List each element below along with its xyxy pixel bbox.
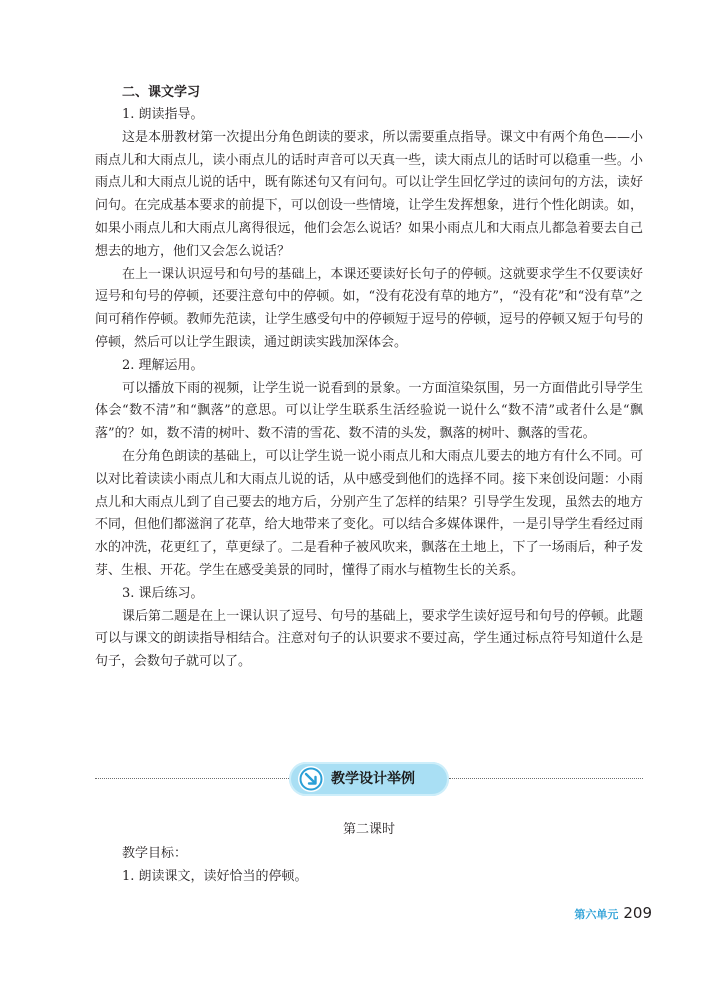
arrow-down-right-icon: [298, 766, 324, 792]
unit-label: 第六单元: [574, 908, 619, 921]
goal-item: 1. 朗读课文，读好恰当的停顿。: [122, 868, 308, 884]
goals-label: 教学目标：: [122, 846, 188, 861]
item-title-understanding: 2. 理解运用。: [122, 357, 204, 373]
page-number: 209: [623, 904, 652, 922]
item-title-exercise: 3. 课后练习。: [122, 585, 204, 601]
section-banner: [95, 759, 643, 799]
paragraph: 在分角色朗读的基础上，可以让学生说一说小雨点儿和大雨点儿要去的地方有什么不同。可以对比着读读小雨点儿和大雨点儿说的话，从中感受到他们的选择不同。接下来创设问题：小雨点儿和大雨点儿到了自己要去的地方后，分别产生了怎样的结果？引导学生发现，虽然去的地方不同，但他们都滋润了花草，给大地带来了变化。可以结合多媒体课件，一是引导学生看经过雨水的冲洗，花更红了，草更绿了。二是看种子被风吹来，飘落在土地上，下了一场雨后，种子发芽、生根、开花。学生在感受美景的同时，懂得了雨水与植物生长的关系。: [95, 448, 643, 578]
section-heading: 二、课文学习: [122, 85, 201, 100]
dotted-divider: [95, 778, 289, 779]
lesson-goals: [95, 843, 643, 889]
paragraph: 在上一课认识逗号和句号的基础上，本课还要读好长句子的停顿。这就要求学生不仅要读好逗号和句号的停顿，还要注意句中的停顿。如，“没有花没有草的地方”，“没有花”和“没有草”之间可稍作停顿。教师先范读，让学生感受句中的停顿短于逗号的停顿，逗号的停顿又短于句号的停顿，然后可以让学生跟读，通过朗读实践加深体会。: [95, 266, 643, 350]
banner-label: 教学设计举例: [331, 771, 415, 787]
item-title-reading: 1. 朗读指导。: [122, 107, 204, 122]
main-text: [95, 82, 643, 674]
page-footer: [574, 904, 652, 926]
lesson-title: 第二课时: [342, 822, 395, 837]
banner-pill: [289, 762, 449, 796]
paragraph: 可以播放下雨的视频，让学生说一说看到的景象。一方面渲染氛围，另一方面借此引导学生体会“数不清”和“飘落”的意思。可以让学生联系生活经验说一说什么“数不清”或者什么是“飘落”的？如，数不清的树叶、数不清的雪花、数不清的头发，飘落的树叶、飘落的雪花。: [95, 380, 643, 442]
paragraph: 这是本册教材第一次提出分角色朗读的要求，所以需要重点指导。课文中有两个角色——小雨点儿和大雨点儿，读小雨点儿的话时声音可以天真一些，读大雨点儿的话时可以稳重一些。小雨点儿和大雨点儿说的话中，既有陈述句又有问句。可以让学生回忆学过的读问句的方法，读好问句。在完成基本要求的前提下，可以创设一些情境，让学生发挥想象，进行个性化朗读。如，如果小雨点儿和大雨点儿离得很远，他们会怎么说话？如果小雨点儿和大雨点儿都急着要去自己想去的地方，他们又会怎么说话？: [95, 129, 643, 259]
paragraph: 课后第二题是在上一课认识了逗号、句号的基础上，要求学生读好逗号和句号的停顿。此题可以与课文的朗读指导相结合。注意对句子的认识要求不要过高，学生通过标点符号知道什么是句子，会数句子就可以了。: [95, 608, 643, 670]
dotted-divider: [449, 778, 643, 779]
